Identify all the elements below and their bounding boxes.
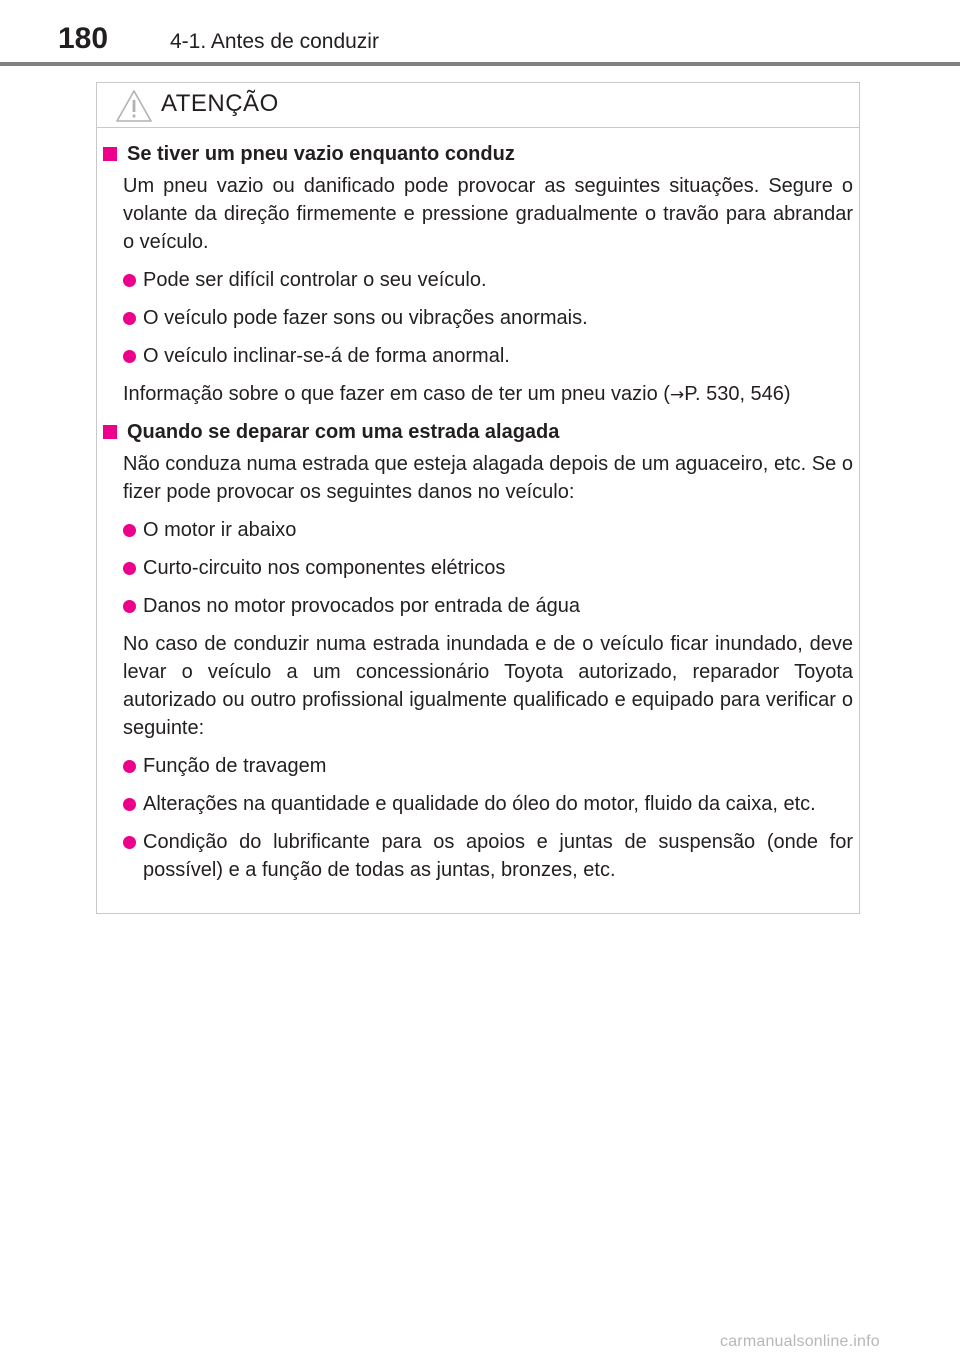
dot-bullet-icon <box>123 798 136 811</box>
warning-header <box>97 83 859 128</box>
list-item <box>123 342 853 370</box>
dot-bullet-icon <box>123 562 136 575</box>
page-number: 180 <box>58 22 109 55</box>
paragraph: Não conduza numa estrada que esteja alagada depois de um aguaceiro, etc. Se o fizer pode provocar os seguintes danos no veículo: <box>123 453 853 503</box>
dot-bullet-icon <box>123 836 136 849</box>
list-item <box>123 266 853 294</box>
list-item-text: Condição do lubrificante para os apoios e juntas de suspensão (onde for possível) e a função de todas as juntas, bronzes, etc. <box>143 831 853 881</box>
list-item <box>123 516 853 544</box>
list-item <box>123 592 853 620</box>
heading-text: Quando se deparar com uma estrada alagada <box>127 421 560 443</box>
list-item-text: Alterações na quantidade e qualidade do óleo do motor, fluido da caixa, etc. <box>143 793 816 815</box>
list-item <box>123 304 853 332</box>
list-item-text: Pode ser difícil controlar o seu veículo. <box>143 269 487 291</box>
watermark: carmanualsonline.info <box>720 1333 880 1350</box>
dot-bullet-icon <box>123 350 136 363</box>
dot-bullet-icon <box>123 600 136 613</box>
square-bullet-icon <box>103 425 117 439</box>
reference-note <box>123 380 853 409</box>
list-item-text: Função de travagem <box>143 755 327 777</box>
heading-text: Se tiver um pneu vazio enquanto conduz <box>127 143 515 165</box>
list-item <box>123 554 853 582</box>
section-heading <box>99 141 859 167</box>
list-item <box>123 752 853 780</box>
page-reference: P. 530, 546) <box>684 383 791 405</box>
dot-bullet-icon <box>123 524 136 537</box>
list-item-text: Curto-circuito nos componentes elétricos <box>143 557 506 579</box>
paragraph: Um pneu vazio ou danificado pode provocar as seguintes situações. Segure o volante da direção firmemente e pressione gradualmente o travão para abrandar o veículo. <box>123 175 853 253</box>
list-item <box>123 790 853 818</box>
page-header <box>0 0 960 66</box>
list-item-text: Danos no motor provocados por entrada de água <box>143 595 580 617</box>
warning-box <box>96 82 860 914</box>
arrow-right-icon: → <box>669 385 685 405</box>
list-item-text: O veículo inclinar-se-á de forma anormal. <box>143 345 510 367</box>
note-text: Informação sobre o que fazer em caso de ter um pneu vazio ( <box>123 383 670 405</box>
warning-title: ATENÇÃO <box>161 90 279 117</box>
dot-bullet-icon <box>123 274 136 287</box>
section-heading <box>99 419 859 445</box>
warning-triangle-icon <box>115 89 153 123</box>
warning-content <box>97 141 859 884</box>
dot-bullet-icon <box>123 760 136 773</box>
list-item-text: O motor ir abaixo <box>143 519 297 541</box>
section-title: 4-1. Antes de conduzir <box>170 30 379 53</box>
square-bullet-icon <box>103 147 117 161</box>
paragraph: No caso de conduzir numa estrada inundada e de o veículo ficar inundado, deve levar o veículo a um concessionário Toyota autorizado, reparador Toyota autorizado ou outro profissional igualmente qualificado e equipado para verificar o seguinte: <box>123 633 853 739</box>
list-item <box>123 828 853 884</box>
dot-bullet-icon <box>123 312 136 325</box>
list-item-text: O veículo pode fazer sons ou vibrações anormais. <box>143 307 588 329</box>
